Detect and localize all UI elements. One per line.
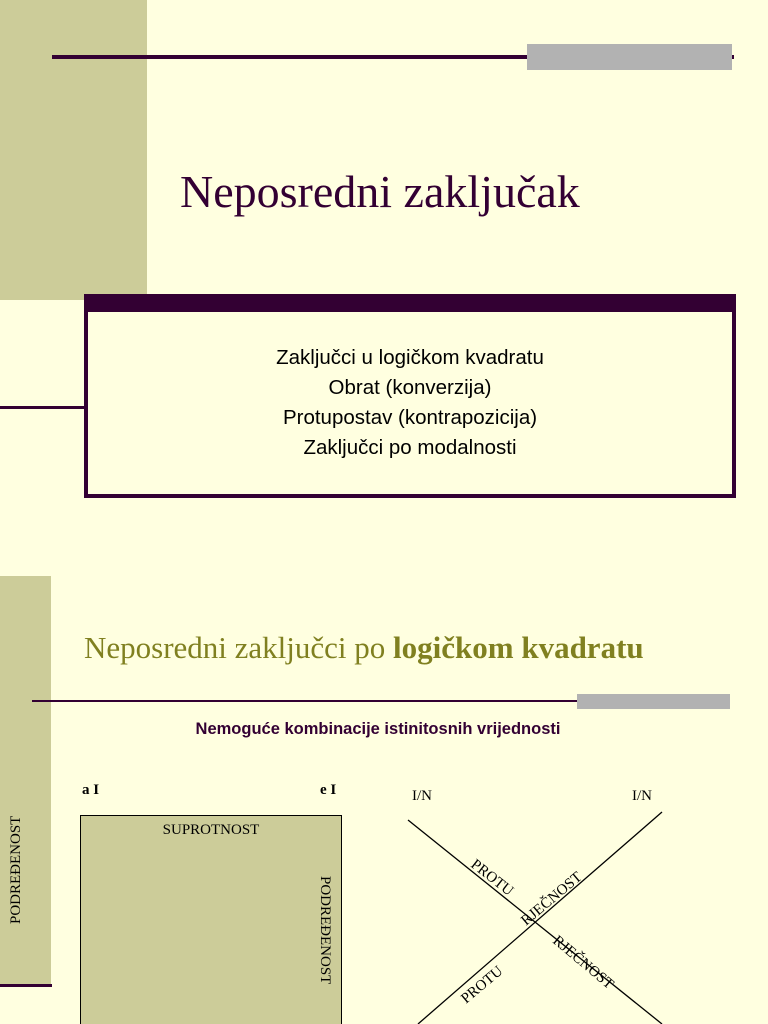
slide-subtitle: Nemoguće kombinacije istinitosnih vrijednosti (195, 720, 561, 738)
grey-accent-bar (577, 694, 730, 709)
square-right-label: PODREĐENOST (317, 876, 333, 985)
topic-item: Zaključci u logičkom kvadratu (276, 346, 544, 369)
corner-label-right: e I (320, 782, 337, 798)
slide-2 (0, 512, 768, 1024)
box-header-bar (84, 294, 736, 314)
cross-label-lower-left: PROTU (458, 963, 507, 1008)
side-rule (0, 984, 52, 987)
contradiction-cross (400, 808, 670, 1024)
topic-item: Obrat (konverzija) (328, 376, 492, 399)
topics-box (84, 312, 736, 498)
title-bold: logičkom kvadratu (393, 630, 644, 665)
topic-item: Zaključci po modalnosti (303, 436, 517, 459)
cross-label-lower-right: RJEČNOST (549, 932, 617, 993)
square-top-label: SUPROTNOST (162, 822, 260, 838)
cross-label-upper-right: RJEČNOST (518, 869, 586, 930)
cross-corner-left: I/N (412, 788, 432, 804)
corner-label-left: a I (82, 782, 100, 798)
slide-title (84, 630, 644, 666)
logical-square (80, 815, 342, 1024)
grey-accent-bar (527, 44, 732, 70)
topic-item: Protupostav (kontrapozicija) (282, 406, 538, 429)
decorative-band (0, 0, 147, 300)
square-left-label: PODREĐENOST (8, 815, 24, 924)
decorative-band (0, 576, 51, 986)
slide-title: Neposredni zaključak (180, 166, 580, 217)
side-rule (0, 406, 86, 409)
cross-label-upper-left: PROTU (467, 856, 517, 900)
title-normal: Neposredni zaključci po (84, 630, 394, 665)
cross-corner-right: I/N (632, 788, 652, 804)
